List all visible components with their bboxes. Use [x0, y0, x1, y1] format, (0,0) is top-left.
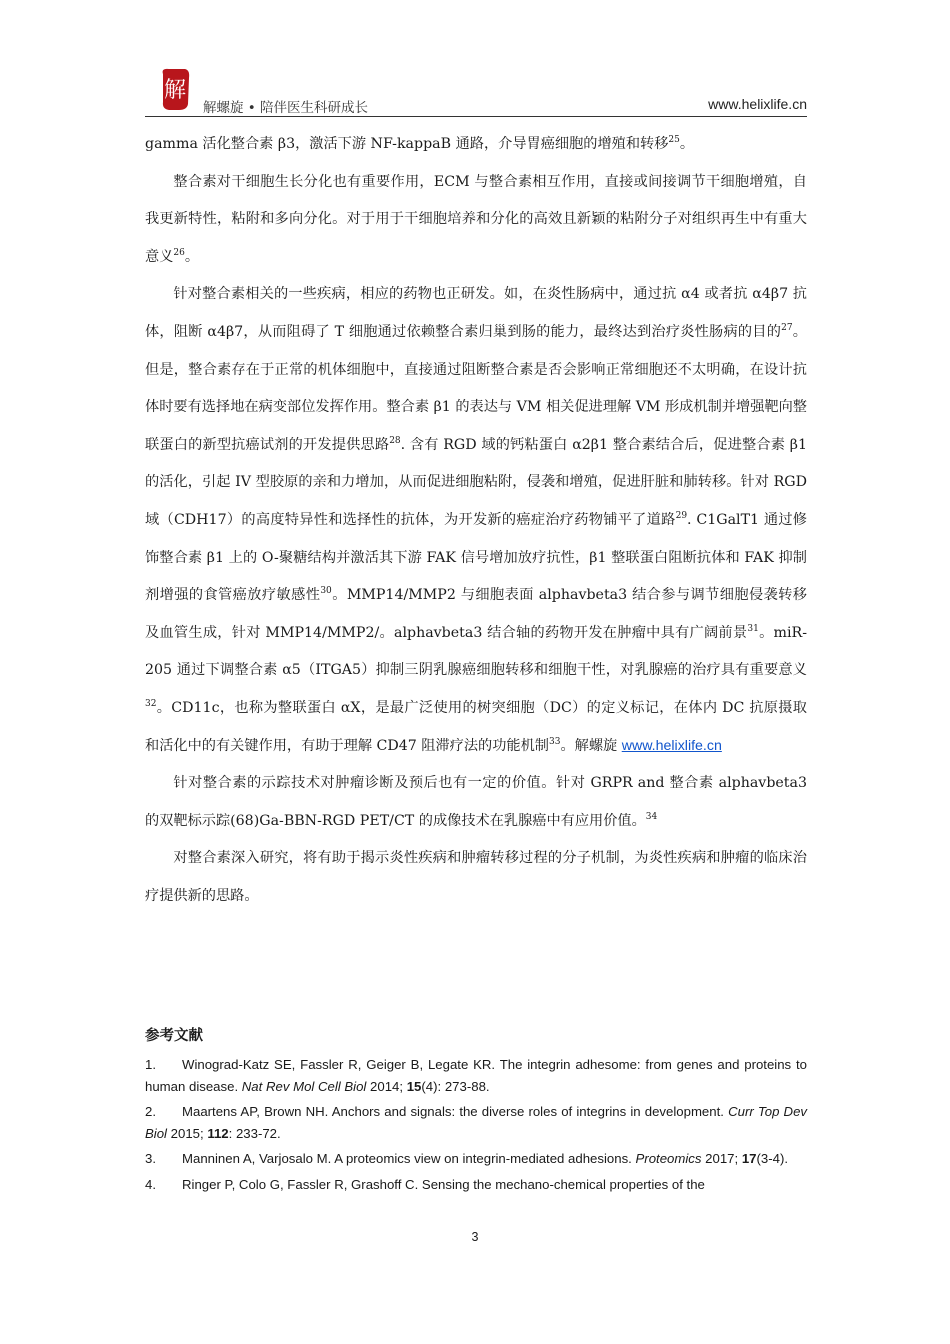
reference-item: 2. Maartens AP, Brown NH. Anchors and signals: the diverse roles of integrins in development. Curr Top Dev Biol 2015; 112: 233-72. [145, 1104, 808, 1141]
paragraph-4: 对整合素深入研究，将有助于揭示炎性疾病和肿瘤转移过程的分子机制，为炎性疾病和肿瘤的临床治疗提供新的思路。 [145, 850, 807, 904]
helixlife-logo-icon [157, 66, 193, 112]
paragraph-3: 针对整合素的示踪技术对肿瘤诊断及预后也有一定的价值。针对 GRPR and 整合素 alphavbeta3 的双靶标示踪(68)Ga-BBN-RGD PET/CT 的成像技术在乳腺癌中有应用价值。$^{34}$ [145, 775, 807, 829]
helixlife-link[interactable]: www.helixlife.cn [621, 737, 722, 754]
reference-item: 3. Manninen A, Varjosalo M. A proteomics view on integrin-mediated adhesions. Proteomics 2017; 17(3-4). [145, 1151, 789, 1166]
reference-item: 4. Ringer P, Colo G, Fassler R, Grashoff C. Sensing the mechano-chemical properties of the [145, 1176, 705, 1192]
references-list [145, 1054, 807, 1199]
page-number: 3 [471, 1230, 479, 1244]
header-title: 解螺旋 • 陪伴医生科研成长 [203, 100, 369, 116]
paragraph-1: 整合素对干细胞生长分化也有重要作用，ECM 与整合素相互作用，直接或间接调节干细胞增殖，自我更新特性，粘附和多向分化。对于用于干细胞培养和分化的高效且新颖的粘附分子对组织再生中有重大意义$^{26}$。 [145, 173, 807, 265]
header-url[interactable]: www.helixlife.cn [708, 96, 807, 112]
paragraph-0: gamma 活化整合素 β3，激活下游 NF-kappaB 通路，介导胃癌细胞的增殖和转移$^{25}$。 [145, 135, 695, 152]
article-body [145, 126, 807, 915]
page-header [145, 62, 807, 122]
references-heading: 参考文献 [145, 1028, 203, 1044]
svg-text:解: 解 [163, 78, 187, 103]
paragraph-2: 针对整合素相关的一些疾病，相应的药物也正研发。如，在炎性肠病中，通过抗 α4 或者抗 α4β7 抗体，阻断 α4β7，从而阻碍了 T 细胞通过依赖整合素归巢到肠的能力，最终达到治疗炎性肠病的目的$^{27}$。但是，整合素存在于正常的机体细胞中，直接通过阻断整合素是否会影响正常细胞还不太明确，在设计抗体时要有选择地在病变部位发挥作用。整合素 β1 的表达与 VM 相关促进理解 VM 形成机制并增强靶向整联蛋白的新型抗癌试剂的开发提供思路$^{28}$. 含有 RGD 域的钙粘蛋白 α2β1 整合素结合后，促进整合素 β1 的活化，引起 IV 型胶原的亲和力增加，从而促进细胞粘附，侵袭和增殖，促进肝脏和肺转移。针对 RGD 域（CDH17）的高度特异性和选择性的抗体，为开发新的癌症治疗药物铺平了道路$^{29}$. C1GalT1 通过修饰整合素 β1 上的 O-聚糖结构并激活其下游 FAK 信号增加放疗抗性，β1 整联蛋白阻断抗体和 FAK 抑制剂增强的食管癌放疗敏感性$^{30}$。MMP14/MMP2 与细胞表面 alphavbeta3 结合参与调节细胞侵袭转移及血管生成，针对 MMP14/MMP2/。alphavbeta3 结合轴的药物开发在肿瘤中具有广阔前景$^{31}$。miR-205 通过下调整合素 α5（ITGA5）抑制三阴乳腺癌细胞转移和细胞干性，对乳腺癌的治疗具有重要意义$^{32}$。CD11c，也称为整联蛋白 αX，是最广泛使用的树突细胞（DC）的定义标记，在体内 DC 抗原摄取和活化中的有关键作用，有助于理解 CD47 阻滞疗法的功能机制$^{33}$。解螺旋 www.helixlife.cn [145, 286, 808, 754]
header-divider [145, 116, 807, 117]
reference-item: 1. Winograd-Katz SE, Fassler R, Geiger B, Legate KR. The integrin adhesome: from genes and proteins to human disease. Nat Rev Mol Cell Biol 2014; 15(4): 273-88. [145, 1057, 807, 1094]
